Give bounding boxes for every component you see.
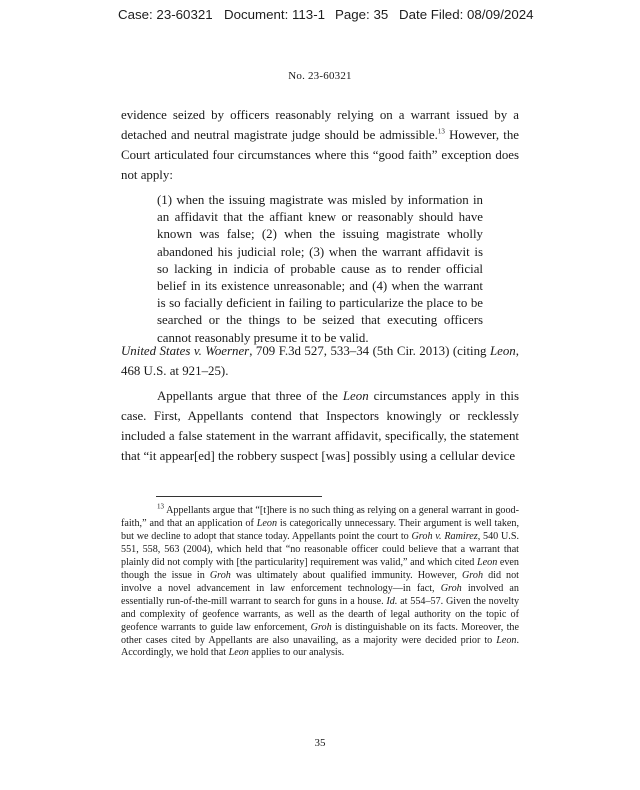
footnote-text: , 540 U.S. 551, 558, 563 (2004), which held that “no reasonable officer could believe that a warrant that plainly did not comply with [the particularity] requirement was valid,” and which cited bbox=[121, 530, 519, 568]
footnote-case-name: Groh v. Ramirez bbox=[411, 530, 478, 542]
footnote-case-name: Groh bbox=[310, 621, 332, 633]
footnote-case-name: Groh bbox=[209, 569, 231, 581]
footnote-case-name: Id. bbox=[386, 595, 398, 607]
footnote-case-name: Leon bbox=[228, 647, 249, 659]
page-number: 35 bbox=[314, 737, 326, 749]
footnote-number: 13 bbox=[157, 502, 164, 511]
footnote-ref[interactable]: 13 bbox=[437, 127, 445, 136]
footnote-case-name: Leon bbox=[496, 634, 517, 646]
paragraph-1 bbox=[121, 105, 519, 185]
footnote-text: did not involve a novel advancement in law enforcement technology—in fact, bbox=[121, 569, 519, 594]
footnote-case-name: Leon bbox=[256, 517, 277, 529]
case-number: Case: 23-60321 bbox=[118, 7, 213, 22]
footnote-text: was ultimately about qualified immunity. However, bbox=[230, 569, 462, 581]
footnote-case-name: Groh bbox=[440, 582, 462, 594]
citation-text: , 709 F.3d 527, 533–34 (5th Cir. 2013) (citing bbox=[249, 344, 490, 358]
footnote-separator bbox=[156, 496, 322, 497]
paragraph-2 bbox=[121, 386, 519, 466]
footnote-body bbox=[121, 502, 520, 660]
footnote-text: at 554–57. Given the novelty and complexity of geofence warrants, as well as the dearth of legal authority on the topic of geofence warrants to guide law enforcement, bbox=[121, 595, 520, 633]
footnote-text: is categorically unnecessary. Their argument is well taken, but we decline to adopt that stance today. Appellants point the court to bbox=[121, 517, 520, 542]
block-quote: (1) when the issuing magistrate was misled by information in an affidavit that the affiant knew or reasonably should have known was false; (2) when the issuing magistrate wholly abandoned his judicial role; (3) when the warrant affidavit is so lacking in indicia of probable cause as to render official belief in its existence unreasonable; and (4) when the warrant is so facially deficient in failing to particularize the place to be searched or the things to be seized that executing officers cannot reasonably presume it to be valid. bbox=[157, 193, 483, 345]
page-label: Page: 35 bbox=[335, 7, 389, 22]
footnote-case-name: Leon bbox=[477, 556, 498, 568]
footnote-text: involved an essentially run-of-the-mill warrant to search for guns in a house. bbox=[121, 582, 519, 607]
footnote-text: . Accordingly, we hold that bbox=[121, 634, 519, 659]
case-short-name: Leon bbox=[489, 344, 516, 358]
paragraph-1-text-cont: However, the Court articulated four circumstances where this “good faith” exception does not apply: bbox=[121, 128, 520, 182]
paragraph-1-text: evidence seized by officers reasonably relying on a warrant issued by a detached and neutral magistrate judge should be admissible. bbox=[121, 108, 519, 142]
footnote-text: applies to our analysis. bbox=[248, 647, 345, 659]
paragraph-2-text-cont: circumstances apply in this case. First, Appellants contend that Inspectors knowingly or recklessly included a false statement in the warrant affidavit, specifically, the statement that “it appear[ed] the robbery suspect [was] possibly using a cellular device bbox=[121, 389, 519, 463]
date-filed: Date Filed: 08/09/2024 bbox=[399, 7, 534, 22]
case-name: United States v. Woerner bbox=[121, 344, 250, 358]
footnote-13 bbox=[121, 502, 520, 660]
citation-pin: , 468 U.S. at 921–25). bbox=[121, 344, 519, 378]
footnote-text: even though the issue in bbox=[121, 556, 519, 581]
docket-number: No. 23-60321 bbox=[288, 70, 352, 82]
case-short-name: Leon bbox=[342, 389, 369, 403]
paragraph-2-text: Appellants argue that three of the bbox=[157, 389, 343, 403]
citation bbox=[121, 341, 519, 381]
footnote-text: Appellants argue that “[t]here is no such thing as relying on a general warrant in good-faith,” and that an application of bbox=[121, 505, 519, 529]
footnote-case-name: Groh bbox=[462, 569, 484, 581]
document-number: Document: 113-1 bbox=[224, 7, 326, 22]
footnote-text: is distinguishable on its facts. Moreover, the other cases cited by Appellants are also unavailing, as a majority were decided prior to bbox=[121, 621, 519, 646]
